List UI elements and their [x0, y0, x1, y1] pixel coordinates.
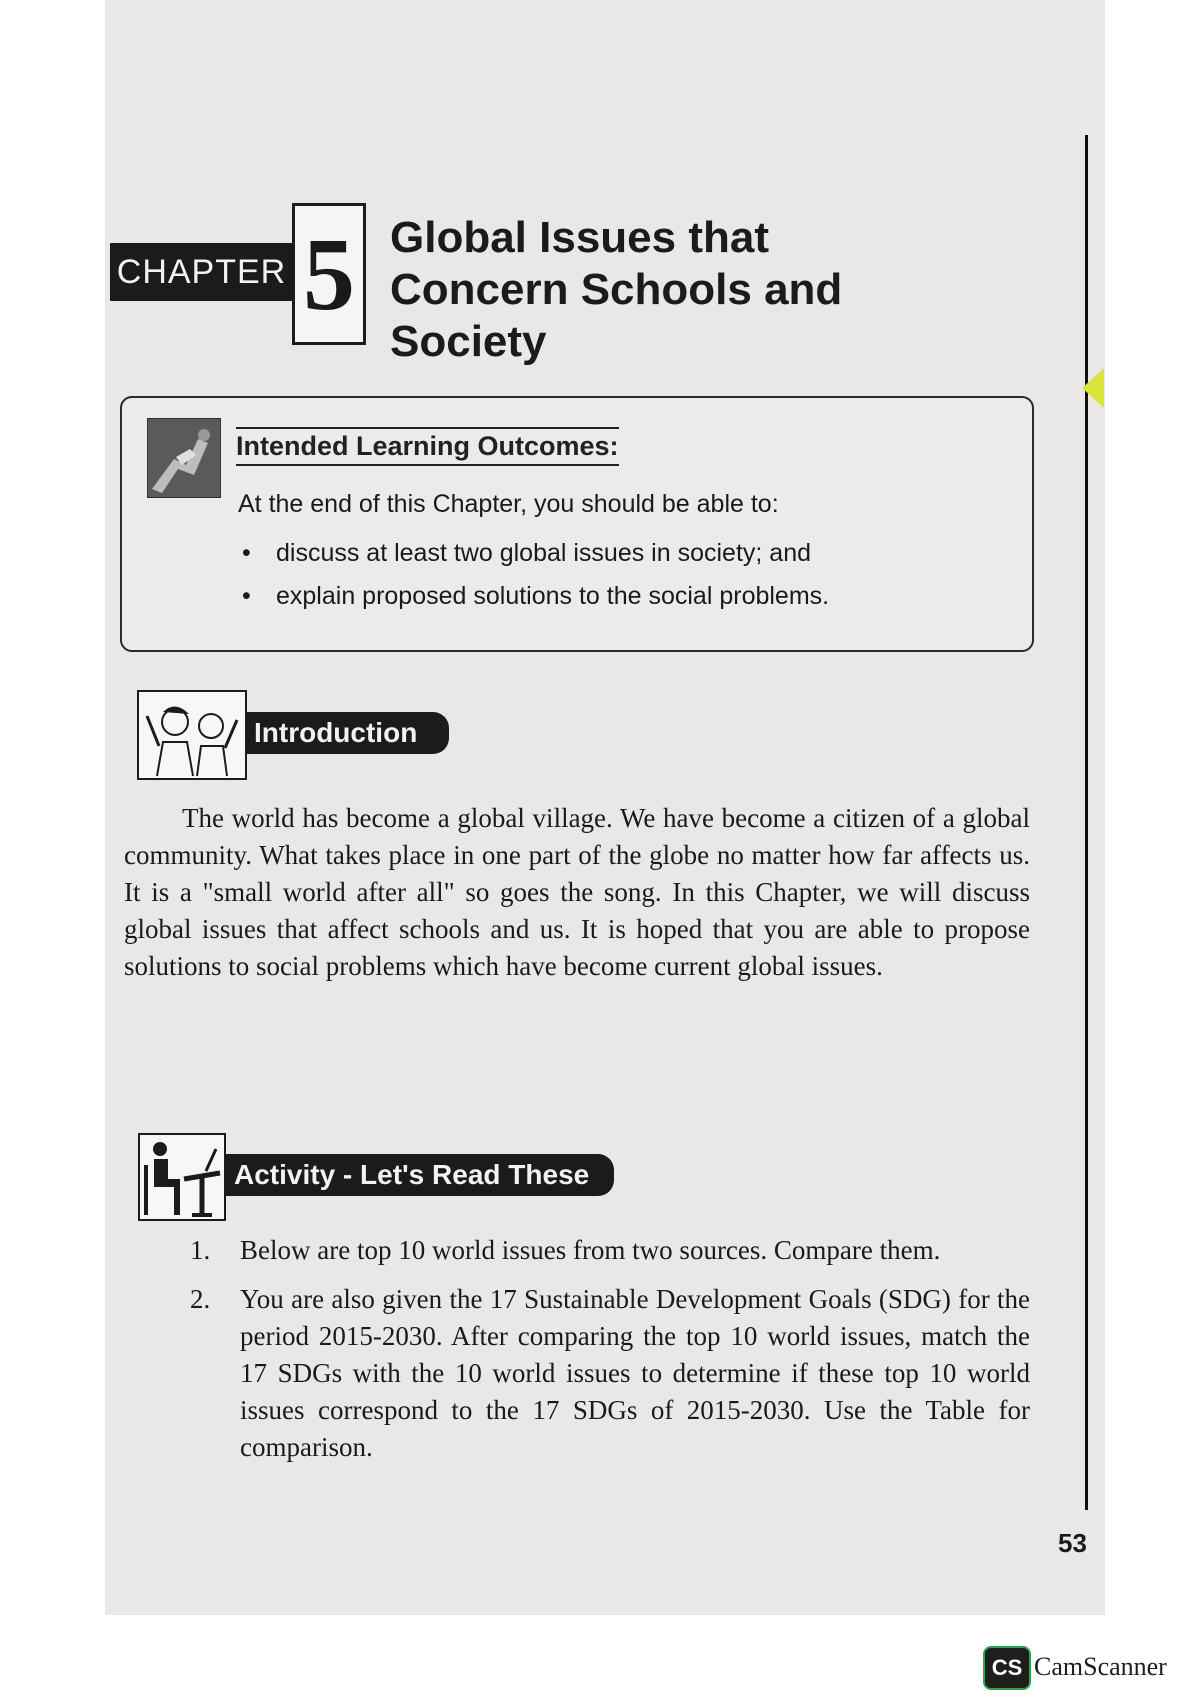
chapter-title-line2: Concern Schools and Society	[390, 265, 843, 366]
chapter-title	[390, 212, 990, 368]
outcome-item: • explain proposed solutions to the social problems.	[238, 575, 829, 618]
activity-item-number: 2.	[190, 1284, 211, 1314]
activity-heading: Activity - Let's Read These	[222, 1154, 614, 1196]
outcomes-heading: Intended Learning Outcomes:	[236, 427, 619, 466]
activity-item	[190, 1281, 1030, 1466]
activity-item-text: You are also given the 17 Sustainable Development Goals (SDG) for the period 2015-2030. After comparing the top 10 world issues, match the 17 SDGs with the 10 world issues to determine if these top 10 world issues correspond to the 17 SDGs of 2015-2030. Use the Table for comparison.	[240, 1284, 1030, 1462]
introduction-heading: Introduction	[242, 712, 449, 754]
camscanner-watermark: CamScanner	[1034, 1652, 1167, 1681]
chapter-number: 5	[292, 203, 366, 345]
handshake-illustration	[147, 418, 221, 498]
activity-list	[190, 1232, 1030, 1478]
page-margin-rule	[1085, 135, 1088, 1510]
outcome-item: • discuss at least two global issues in society; and	[238, 532, 829, 575]
activity-item-number: 1.	[190, 1235, 211, 1265]
activity-item	[190, 1232, 1030, 1269]
outcomes-intro: At the end of this Chapter, you should be able to:	[238, 490, 779, 518]
camscanner-logo-icon: CS	[983, 1646, 1031, 1690]
chapter-title-line1: Global Issues that	[390, 213, 769, 262]
chapter-label: CHAPTER	[110, 243, 293, 301]
page-number: 53	[1058, 1528, 1087, 1558]
outcomes-list	[238, 532, 829, 618]
page-tab-marker	[1082, 368, 1104, 408]
introduction-paragraph: The world has become a global village. We have become a citizen of a global community. What takes place in one part of the globe no matter how far affects us. It is a "small world after all" so goes the song. In this Chapter, we will discuss global issues that affect schools and us. It is hoped that you are able to propose solutions to social problems which have become current global issues.	[124, 803, 1030, 981]
student-desk-icon	[138, 1133, 226, 1221]
children-waving-icon	[137, 690, 247, 780]
activity-item-text: Below are top 10 world issues from two sources. Compare them.	[240, 1235, 941, 1265]
introduction-text	[124, 800, 1030, 985]
